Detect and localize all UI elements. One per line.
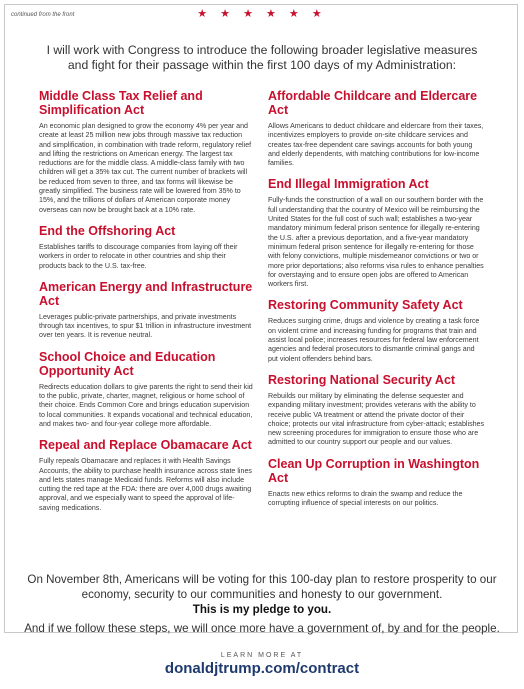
outro-paragraph: On November 8th, Americans will be voting for this 100-day plan to restore prosperity to our economy, security to our communities and honesty to our government. — [27, 573, 497, 601]
section-title: End the Offshoring Act — [39, 223, 176, 238]
section-title: American Energy and Infrastructure Act — [39, 279, 253, 308]
section-school-choice — [39, 350, 254, 429]
continued-note: continued from the front — [11, 12, 75, 18]
section-title: Restoring National Security Act — [268, 372, 456, 387]
section-childcare-eldercare — [268, 89, 486, 168]
right-column — [268, 89, 486, 517]
section-title: School Choice and Education Opportunity Act — [39, 349, 216, 378]
section-repeal-obamacare — [39, 438, 254, 513]
section-body: Leverages public-private partnerships, and private investments through tax incentives, to spur $1 trillion in infrastructure investment over ten years. It is revenue neutral. — [39, 312, 252, 340]
section-body: An economic plan designed to grow the economy 4% per year and create at least 25 million new jobs through massive tax reduction and simplification, in combination with trade reform, regulatory relief and lifting the restrictions on American energy. The largest tax reductions are for the middle class. A middle-class family with two children will get a 35% tax cut. The current number of brackets will be reduced from seven to three, and tax forms will likewise be greatly simplified. The business rate will be lowered from 35% to 15%, and the trillions of dollars of American corporate money overseas can now be brought back at a 10% rate. — [39, 122, 252, 214]
section-end-illegal-immigration — [268, 177, 486, 289]
section-title: End Illegal Immigration Act — [268, 177, 429, 192]
section-title: Affordable Childcare and Eldercare Act — [268, 89, 478, 117]
section-title: Restoring Community Safety Act — [268, 298, 463, 313]
intro-paragraph: I will work with Congress to introduce the following broader legislative measures and fight for their passage within the first 100 days of my Administration: — [46, 43, 478, 72]
section-title: Repeal and Replace Obamacare Act — [39, 438, 252, 453]
star-row: ★ ★ ★ ★ ★ ★ — [0, 7, 524, 20]
section-clean-up-corruption — [268, 457, 486, 509]
section-title: Clean Up Corruption in Washington Act — [268, 456, 480, 485]
section-body: Rebuilds our military by eliminating the defense sequester and expanding military investment; provides veterans with the ability to receive public VA treatment or attend the private doctor of their choice; protects our vital infrastructure from cyber-attack; establishes new screening procedures for immigration to ensure those who are admitted to our country support our people and our values. — [268, 391, 485, 447]
section-body: Allows Americans to deduct childcare and eldercare from their taxes, incentivizes employers to provide on-site childcare services and creates tax-free dependent care savings accounts for both young and elderly dependents, with matching contributions for low-income families. — [268, 122, 484, 168]
section-national-security — [268, 373, 486, 448]
section-end-offshoring — [39, 224, 254, 271]
section-american-energy — [39, 280, 254, 341]
section-title: Middle Class Tax Relief and Simplification Act — [39, 89, 203, 117]
contract-url-link[interactable]: donaldjtrump.com/contract — [164, 660, 360, 677]
learn-more-label: LEARN MORE AT — [220, 652, 304, 659]
section-body: Enacts new ethics reforms to drain the swamp and reduce the corrupting influence of special interests on our politics. — [268, 489, 463, 508]
section-body: Reduces surging crime, drugs and violence by creating a task force on violent crime and increasing funding for programs that train and assist local police; increases resources for federal law enforcement agencies and federal prosecutors to dismantle criminal gangs and put violent offenders behind bars. — [268, 317, 480, 363]
pledge-line: This is my pledge to you. — [192, 603, 332, 616]
closing-line: And if we follow these steps, we will once more have a government of, by and for the people. — [24, 622, 500, 635]
section-community-safety — [268, 298, 486, 363]
section-body: Redirects education dollars to give parents the right to send their kid to the public, private, charter, magnet, religious or home school of their choice. Ends Common Core and brings education supervision to local communities. It expands vocational and technical education, and makes two- and four-year college more affordable. — [39, 382, 253, 428]
left-column — [39, 89, 254, 522]
section-body: Establishes tariffs to discourage companies from laying off their workers in order to relocate in other countries and ship their products back to the U.S. tax-free. — [39, 242, 238, 270]
section-body: Fully-funds the construction of a wall on our southern border with the full understanding that the country of Mexico will be reimbursing the United States for the full cost of such wall; establishes a two-year mandatory minimum federal prison sentence for illegally re-entering the U.S. after a previous deportation, and a five-year mandatory minimum federal prison sentence for illegally re-entering for those with felony convictions, multiple misdemeanor convictions or two or more prior deportations; also reforms visa rules to enhance penalties for overstaying and to ensure open jobs are offered to American workers first. — [268, 196, 484, 289]
section-middle-class-tax-relief — [39, 89, 254, 215]
section-body: Fully repeals Obamacare and replaces it with Health Savings Accounts, the ability to purchase health insurance across state lines and lets states manage Medicaid funds. Reforms will also include cutting the red tape at the FDA: there are over 4,000 drugs awaiting approval, and we especially want to speed the approval of life-saving medications. — [39, 457, 252, 512]
